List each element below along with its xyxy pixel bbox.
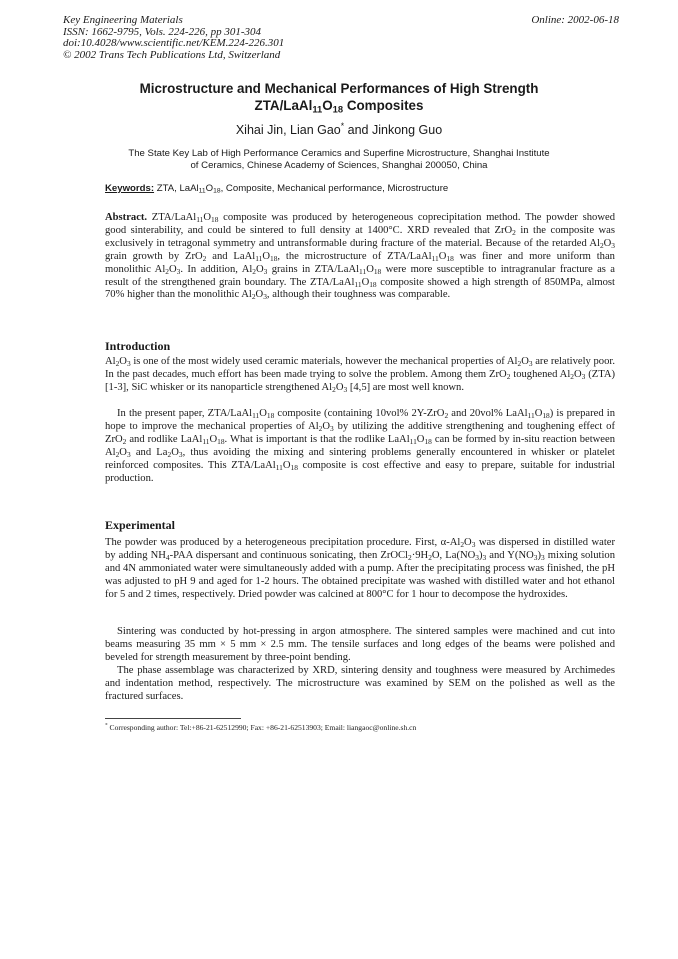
keywords: Keywords: ZTA, $LaAl_{11}O_{18}$, Composite, Mechanical performance, Microstructure [105,183,449,195]
abstract-label: Abstract. [105,212,148,223]
journal-name: Key Engineering Materials [63,14,183,26]
footnote-rule [105,718,241,719]
exp-paragraph-3: The phase assemblage was characterized by XRD, sintering density and toughness were measured by Archimedes and indentation method, respectively. The microstructure was examined by SEM on the polished as well as the fractured surfaces. [105,665,615,702]
paper-title [63,80,615,114]
online-date: Online: 2002-06-18 [531,14,619,26]
title-line-1: Microstructure and Mechanical Performances of High Strength [139,81,539,96]
affiliation-line-1: The State Key Lab of High Performance Ceramics and Superfine Microstructure, Shanghai Institute [128,148,550,159]
affiliation-line-2: of Ceramics, Chinese Academy of Sciences, Shanghai 200050, China [190,160,488,171]
intro-paragraph-2: In the present paper, ZTA/$LaAl_{11}O_{18}$ composite (containing 10vol% 2Y-ZrO$_2$ and 20vol% $LaAl_{11}O_{18}$) is prepared in hope to improve the mechanical properties of $Al_2O_3$ by utilizing the additive strengthening and toughening effect of ZrO$_2$ and rodlike $LaAl_{11}O_{18}$. What is important is that the rodlike $LaAl_{11}O_{18}$ can be formed by in-situ reaction between $Al_2O_3$ and $La_2O_3$, thus avoiding the mixing and sintering problems generally encountered in whisker or platelet reinforced composites. This ZTA/$LaAl_{11}O_{18}$ composite is cost effective and easy to prepare, suitable for industrial production. [105,408,616,484]
journal-header [63,15,619,61]
intro-paragraph-1: $Al_2O_3$ is one of the most widely used ceramic materials, however the mechanical properties of $Al_2O_3$ are relatively poor. In the past decades, much effort has been made trying to solve the problem. Among them ZrO$_2$ toughened $Al_2O_3$ (ZTA) [1-3], SiC whisker or its nanoparticle strengthened $Al_2O_3$ [4,5] are most well known. [105,356,616,394]
copyright-line: © 2002 Trans Tech Publications Ltd, Switzerland [63,48,281,61]
exp-paragraph-2: Sintering was conducted by hot-pressing in argon atmosphere. The sintered samples were machined and cut into beams measuring 35 mm × 5 mm × 2.5 mm. The tensile surfaces and long edges of the beams were polished and beveled for strength measurement by three-point bending. [105,626,615,663]
footnote: * Corresponding author: Tel:+86-21-62512990; Fax: +86-21-62513903; Email: liangaoc@online.sh.cn [105,722,417,732]
exp-paragraph-1: The powder was produced by a heterogeneous precipitation procedure. First, $\alpha-Al_2O_3$ was dispersed in distilled water by adding $NH_4$-PAA dispersant and continuous sonicating, then $ZrOCl_2\cdot 9H_2O$, $La(NO_3)_3$ and $Y(NO_3)_3$ mixing solution and 4N ammoniated water were simultaneously added with a pump. After the precipitating process was finished, the pH was adjusted to pH 9 and aged for 1-2 hours. The obtained precipitate was washed with distilled water and hot ethanol for 5 and 2 times, respectively. Dried powder was calcined at 800°C for 1 hour to decompose the hydroxides. [105,537,615,600]
affiliation [63,148,615,172]
abstract: Abstract. ZTA/$LaAl_{11}O_{18}$ composite was produced by heterogeneous coprecipitation method. The powder showed good sinterability, and could be sintered to full density at 1400°C. XRD revealed that ZrO$_2$ in the composite was exclusively in tetragonal symmetry and untransformable during fracture of the material. Because of the retarded $Al_2O_3$ grain growth by ZrO$_2$ and $LaAl_{11}O_{18}$, the microstructure of ZTA/$LaAl_{11}O_{18}$ was finer and more uniform than monolithic $Al_2O_3$. In addition, $Al_2O_3$ grains in ZTA/$LaAl_{11}O_{18}$ were more susceptible to intragranular fracture as a result of the strengthened grain boundary. The ZTA/$LaAl_{11}O_{18}$ composite showed a high strength of 850MPa, almost 70% higher than the monolithic $Al_2O_3$, although their toughness was comparable. [105,212,616,302]
issn-line: ISSN: 1662-9795, Vols. 224-226, pp 301-304 [63,25,261,38]
keywords-label: Keywords: [105,183,155,194]
introduction-heading: Introduction [105,339,171,353]
title-line-2: ZTA/$LaAl_{11}O_{18}$ Composites [254,98,424,115]
authors: Xihai Jin, Lian Gao* and Jinkong Guo [235,120,443,137]
experimental-heading: Experimental [105,518,175,532]
doi-line: doi:10.4028/www.scientific.net/KEM.224-226.301 [63,37,285,49]
